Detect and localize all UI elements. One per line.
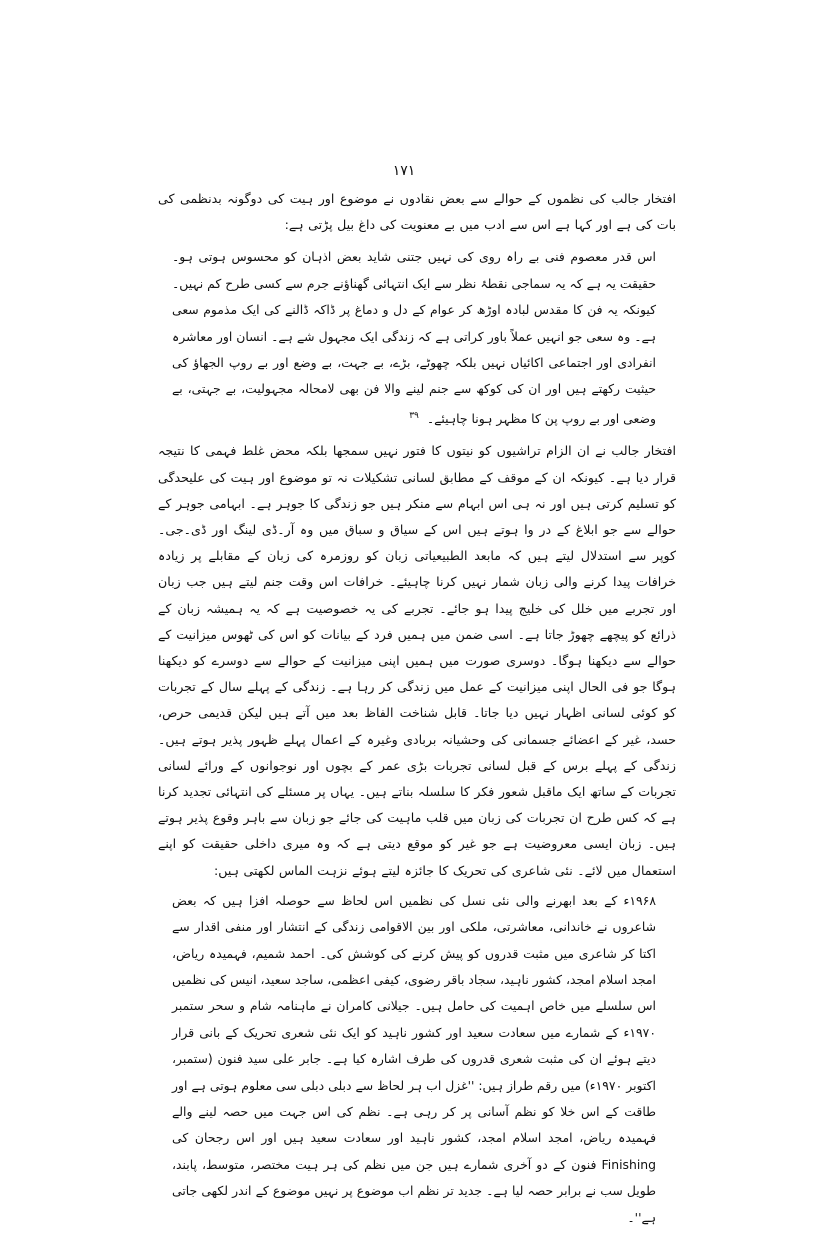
latin-word: Finishing [601,1156,656,1172]
paragraph-intro: افتخار جالب کی نظموں کے حوالے سے بعض نقادوں نے موضوع اور ہیت کی دوگونہ بدنظمی کی بات کی ہے اور کہا ہے اس سے ادب میں بے معنویت کی داغ بیل پڑتی ہے: [158,191,676,233]
body-text [158,186,676,1237]
block-quote-1 [172,244,656,432]
footnote-reference: ۳۹ [409,410,419,421]
page-number: ۱۷۱ [392,163,416,179]
paragraph-main: افتخار جالب نے ان الزام تراشیوں کو نیتوں کا فتور نہیں سمجھا بلکہ محض غلط فہمی کا نتیجہ قرار دیا ہے۔ کیونکہ ان کے موقف کے مطابق لسانی تشکیلات نہ تو موضوع اور ہیت کی علیحدگی کو تسلیم کرتی ہیں اور نہ ہی اس ابہام سے منکر ہیں جو زندگی کا جوہر ہے۔ ابہامی جوہر کے حوالے سے جو ابلاغ کے در وا ہوتے ہیں اس کے سیاق و سباق میں وہ آر۔ڈی لینگ اور ڈی۔جی۔کوپر سے استدلال لیتے ہیں کہ مابعد الطبیعیاتی زبان کو روزمرہ کی زبان کے مقابلے پر زیادہ خرافات پیدا کرنے والی زبان شمار نہیں کرنا چاہیئے۔ خرافات اس وقت جنم لیتے ہیں جب زبان اور تجربے میں خلل کی خلیج پیدا ہو جائے۔ تجربے کی یہ خصوصیت ہے کہ یہ ہمیشہ زبان کے ذرائع کو پیچھے چھوڑ جاتا ہے۔ اسی ضمن میں ہمیں فرد کے بیانات کو اس کی ٹھوس میزانیت کے حوالے سے دیکھنا ہوگا۔ دوسری صورت میں ہمیں اپنی میزانیت کے حوالے سے دوسرے کو دیکھنا ہوگا جو فی الحال اپنی میزانیت کے عمل میں زندگی کر رہا ہے۔ زندگی کے پہلے سال کے تجربات کو کوئی لسانی اظہار نہیں دیا جاتا۔ قابل شناخت الفاظ بعد میں آتے ہیں لیکن قدیمی حرص، حسد، غیر کے اعضائے جسمانی کی وحشیانہ بربادی وغیرہ کے اعمال پہلے ظہور پذیر ہوتے ہیں۔ زندگی کے پہلے برس کے قبل لسانی تجربات بڑی عمر کے بچوں اور نوجوانوں کے ورائے لسانی تجربات کے ساتھ ایک ماقبل شعور فکر کا سلسلہ بناتے ہیں۔ یہاں پر مسئلے کی انتہائی تجدید کرنا ہے کہ کس طرح ان تجربات کی زبان میں قلب ماہیت کی جائے جو زبان سے باہر وقوع پذیر ہوتے ہیں۔ زبان ایسی معروضیت ہے جو غیر کو موقع دیتی ہے کہ وہ میری داخلی حقیقت کو اپنے استعمال میں لائے۔ نئی شاعری کی تحریک کا جائزہ لیتے ہوئے نزہت الماس لکھتی ہیں: [158,443,676,878]
block-quote-2 [172,888,656,1231]
block-quote-2-text-b: فنون کے دو آخری شمارے ہیں جن میں نظم کی ہر ہیت مختصر، متوسط، پابند، طویل سب نے برابر حصہ لیا ہے۔ جدید تر نظم اب موضوع پر نہیں موضوع کے اندر لکھی جاتی ہے''۔ [172,1156,656,1225]
block-quote-1-text: اس قدر معصوم فنی بے راہ روی کی نہیں جتنی شاید بعض اذہان کو محسوس ہوتی ہو۔ حقیقت یہ ہے کہ یہ سماجی نقطۂ نظر سے ایک انتہائی گھناؤنے جرم سے کسی طرح کم نہیں۔ کیونکہ یہ فن کا مقدس لبادہ اوڑھ کر عوام کے دل و دماغ پر ڈاکہ ڈالنے کی ایک مذموم سعی ہے۔ وہ سعی جو انہیں عملاً باور کراتی ہے کہ زندگی ایک مجہول شے ہے۔ انسان اور معاشرہ انفرادی اور اجتماعی اکائیاں نہیں بلکہ چھوٹے، بڑے، بے جہت، بے وضع اور بے روپ الجھاؤ کی حیثیت رکھتے ہیں اور ان کی کوکھ سے جنم لینے والا فن بھی لامحالہ مجہولیت، بے جہتی، بے وضعی اور بے روپ پن کا مظہر ہونا چاہیئے۔ [172,249,656,426]
block-quote-2-text-a: ۱۹۶۸ء کے بعد ابھرنے والی نئی نسل کی نظمیں اس لحاظ سے حوصلہ افزا ہیں کہ بعض شاعروں نے خاندانی، معاشرتی، ملکی اور بین الاقوامی زندگی کے انتشار اور منفی اقدار سے اکتا کر شاعری میں مثبت قدروں کو پیش کرنے کی کوشش کی۔ احمد شمیم، فہمیدہ ریاض، امجد اسلام امجد، کشور ناہید، سجاد باقر رضوی، کیفی اعظمی، ساجد سعید، انیس کی نظمیں اس سلسلے میں خاص اہمیت کی حامل ہیں۔ جیلانی کامران نے ماہنامہ شام و سحر ستمبر ۱۹۷۰ء کے شمارے میں سعادت سعید اور کشور ناہید کو ایک نئی شعری تحریک کے بانی قرار دیتے ہوئے ان کی مثبت شعری قدروں کی طرف اشارہ کیا ہے۔ جابر علی سید فنون (ستمبر، اکتوبر ۱۹۷۰ء) میں رقم طراز ہیں: ''غزل اب ہر لحاظ سے دبلی دبلی سی معلوم ہوتی ہے اور طاقت کے اس خلا کو نظم آسانی پر کر رہی ہے۔ نظم کی اس جہت میں حصہ لینے والے فہمیدہ ریاض، امجد اسلام امجد، کشور ناہید اور سعادت سعید ہیں اور اس رجحان کی [172,892,656,1146]
